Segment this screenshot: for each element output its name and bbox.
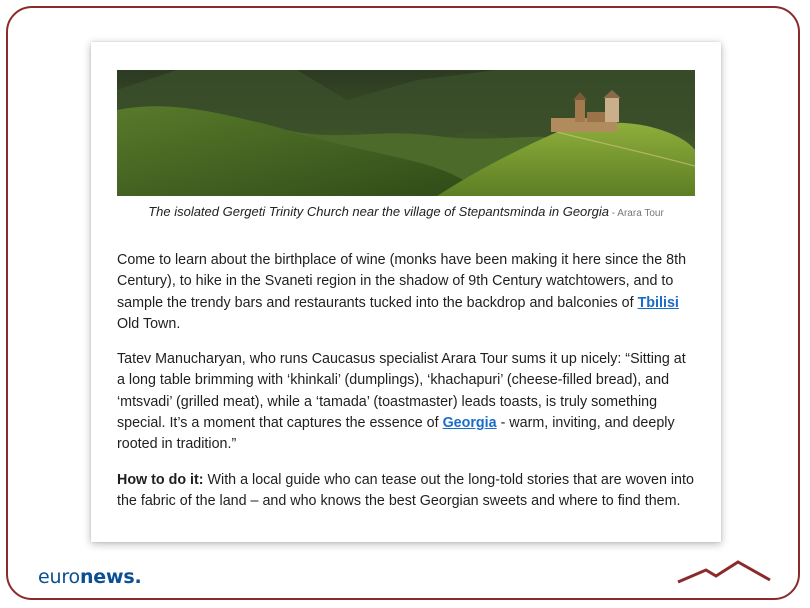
photo-credit: - Arara Tour [608, 208, 664, 219]
georgia-link[interactable]: Georgia [442, 415, 497, 432]
how-to-label: How to do it: [117, 471, 204, 488]
caption-text: The isolated Gergeti Trinity Church near the village of Stepantsminda in Georgia [148, 204, 609, 219]
logo-dot: . [134, 566, 142, 588]
image-caption [117, 204, 695, 219]
article-body [117, 250, 697, 526]
article-card [91, 42, 721, 542]
euronews-logo [38, 566, 141, 588]
paragraph-3-text: With a local guide who can tease out the long-told stories that are woven into the fabric of the land – and who knows the best Georgian sweets and where to find them. [117, 471, 694, 509]
paragraph-2-text: Tatev Manucharyan, who runs Caucasus specialist Arara Tour sums it up nicely: “Sitting at a long table brimming with ‘khinkali’ (dumplings), ‘khachapuri’ (cheese-filled bread), and ‘mtsvadi’ (grilled meat), while a ‘tamada’ (toastmaster) leads toasts, is truly something special. It’s a moment that captures the essence of [117, 351, 686, 432]
paragraph-1-end: Old Town. [117, 315, 181, 332]
paragraph-1-text: Come to learn about the birthplace of wine (monks have been making it here since the 8th Century), to hike in the Svaneti region in the shadow of 9th Century watchtowers, and to sample the trendy bars and restaurants tucked into the backdrop and balconies of [117, 252, 687, 311]
logo-euro: euro [38, 566, 80, 588]
mountain-logo-icon [676, 560, 772, 586]
tbilisi-link[interactable]: Tbilisi [637, 294, 679, 311]
paragraph-1 [117, 250, 697, 335]
paragraph-3 [117, 470, 697, 513]
paragraph-2 [117, 349, 697, 455]
paragraph-2-end: - warm, inviting, and deeply rooted in tradition.” [117, 415, 675, 453]
mountain-church-photo [117, 70, 695, 196]
hero-image [117, 70, 695, 196]
logo-news: news [79, 566, 135, 588]
